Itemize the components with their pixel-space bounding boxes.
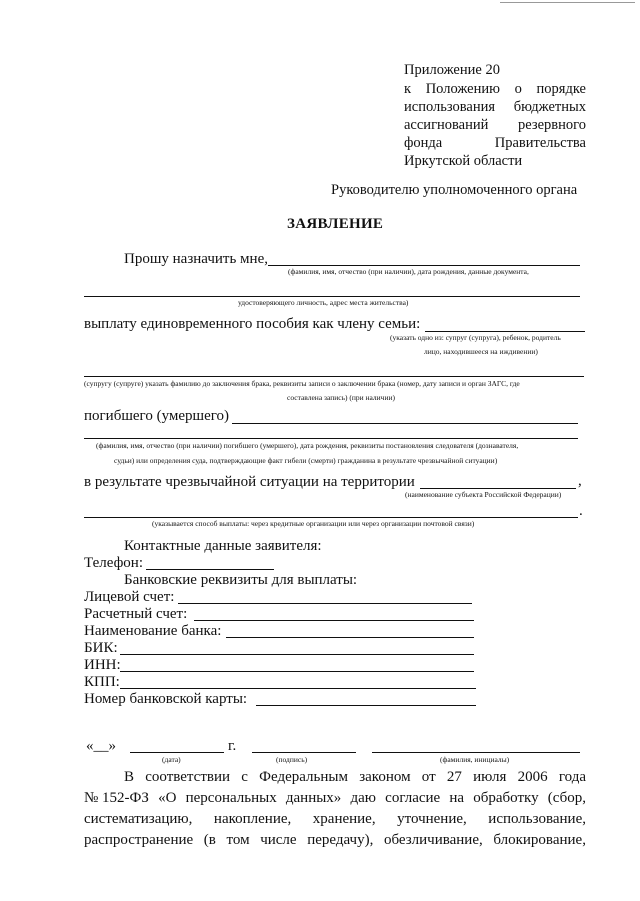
region-caption: (наименование субъекта Российской Федерации) — [405, 490, 562, 499]
date-caption: (дата) — [162, 755, 181, 764]
consent-line-3 — [84, 812, 586, 827]
personal-account-input-line[interactable] — [178, 603, 472, 604]
word: уточнение, — [397, 811, 467, 827]
word: Федеральным — [259, 769, 348, 785]
settlement-account-input-line[interactable] — [194, 620, 474, 621]
fio-input-line[interactable] — [268, 265, 580, 266]
bank-heading: Банковские реквизиты для выплаты: — [124, 572, 358, 588]
fio-input-line-2[interactable] — [84, 296, 580, 297]
scan-edge-line — [500, 2, 635, 3]
word: порядке — [536, 81, 586, 97]
appendix-line-2 — [404, 100, 586, 115]
appendix-number: Приложение 20 — [404, 62, 500, 78]
word: о — [514, 81, 522, 97]
word: Положению — [425, 81, 500, 97]
word: передачу), — [307, 832, 374, 848]
bank-field-label: Расчетный счет: — [84, 606, 188, 622]
consent-line-2 — [84, 791, 586, 806]
word: даю — [350, 790, 376, 806]
word: использования — [404, 99, 496, 115]
family-input-line[interactable] — [425, 331, 585, 332]
word: к — [404, 81, 412, 97]
word: обезличивание, — [383, 832, 483, 848]
spouse-caption-1: (супругу (супруге) указать фамилию до заключения брака, реквизиты записи о заключении брака (номер, дату записи и орган ЗАГС, где — [84, 379, 520, 388]
word: ассигнований — [404, 117, 489, 133]
word: распространение — [84, 832, 194, 848]
family-caption-1: (указать одно из: супруг (супруга), ребенок, родитель — [390, 333, 561, 342]
bank-field-label: КПП: — [84, 674, 120, 690]
period: . — [579, 503, 583, 519]
bank-field-label: Номер банковской карты: — [84, 691, 248, 707]
word: бюджетных — [513, 99, 586, 115]
method-caption: (указывается способ выплаты: через кредитные организации или через организации почтовой связи) — [152, 519, 475, 528]
bank-field-label: Лицевой счет: — [84, 589, 175, 605]
appendix-line-1 — [404, 82, 586, 97]
word: от — [421, 769, 436, 785]
word: года — [558, 769, 586, 785]
word: Правительства — [494, 135, 586, 151]
appendix-line-3 — [404, 118, 586, 133]
word: соответствии — [145, 769, 231, 785]
date-day-quote: «__» — [86, 738, 116, 754]
word: персональных — [185, 790, 277, 806]
word: В — [124, 769, 135, 785]
word: 2006 — [517, 769, 548, 785]
bank-field-label: ИНН: — [84, 657, 121, 673]
signature-input-line[interactable] — [252, 752, 356, 753]
phone-input-line[interactable] — [146, 569, 274, 570]
method-input-line[interactable] — [84, 517, 578, 518]
spouse-caption-2: составлена запись) (при наличии) — [287, 393, 395, 402]
word: № 152-ФЗ — [84, 790, 149, 806]
word: резервного — [518, 117, 586, 133]
bank-field-label: Наименование банка: — [84, 623, 222, 639]
deceased-caption-1: (фамилия, имя, отчество (при наличии) погибшего (умершего), дата рождения, реквизиты постановления следователя (дознавателя, — [96, 441, 519, 450]
consent-line-4 — [84, 833, 586, 848]
payment-label: выплату единовременного пособия как члену семьи: — [84, 316, 421, 332]
request-label: Прошу назначить мне, — [124, 251, 268, 267]
word: хранение, — [312, 811, 376, 827]
comma: , — [578, 473, 582, 489]
card-number-input-line[interactable] — [256, 705, 476, 706]
bank-field-label: БИК: — [84, 640, 118, 656]
word: числе — [260, 832, 297, 848]
addressee: Руководителю уполномоченного органа — [331, 182, 578, 198]
bik-input-line[interactable] — [120, 654, 474, 655]
emergency-label: в результате чрезвычайной ситуации на территории — [84, 474, 415, 490]
word: «О — [158, 790, 177, 806]
word: (сбор, — [547, 790, 586, 806]
spouse-input-line[interactable] — [84, 376, 584, 377]
word: 27 — [446, 769, 462, 785]
kpp-input-line[interactable] — [120, 688, 476, 689]
region-input-line[interactable] — [420, 488, 576, 489]
inn-input-line[interactable] — [120, 671, 474, 672]
word: законом — [359, 769, 411, 785]
year-label: г. — [228, 738, 237, 754]
word: (в — [203, 832, 216, 848]
word: систематизацию, — [84, 811, 193, 827]
word: использование, — [488, 811, 586, 827]
word: фонда — [404, 135, 443, 151]
word: согласие — [385, 790, 441, 806]
deceased-input-line[interactable] — [232, 423, 578, 424]
signature-caption: (подпись) — [276, 755, 308, 764]
word: обработку — [473, 790, 539, 806]
family-caption-2: лицо, находившееся на иждивении) — [424, 347, 538, 356]
name-caption: (фамилия, инициалы) — [440, 755, 510, 764]
bank-name-input-line[interactable] — [226, 637, 474, 638]
word: июля — [473, 769, 507, 785]
deceased-label: погибшего (умершего) — [84, 408, 230, 424]
deceased-input-line-2[interactable] — [84, 438, 578, 439]
word: данных» — [285, 790, 342, 806]
appendix-line-4 — [404, 136, 586, 151]
name-initials-input-line[interactable] — [372, 752, 580, 753]
appendix-line-5: Иркутской области — [404, 153, 523, 169]
word: том — [226, 832, 250, 848]
deceased-caption-2: судьи) или определения суда, подтверждающие факт гибели (смерти) гражданина в результате чрезвычайной ситуации) — [114, 456, 498, 465]
fio-caption-1: (фамилия, имя, отчество (при наличии), дата рождения, данные документа, — [288, 267, 529, 276]
consent-line-1 — [124, 770, 586, 785]
contacts-heading: Контактные данные заявителя: — [124, 538, 322, 554]
document-title: ЗАЯВЛЕНИЕ — [287, 216, 384, 232]
word: накопление, — [213, 811, 292, 827]
word: с — [241, 769, 248, 785]
word: блокирование, — [493, 832, 586, 848]
word: на — [449, 790, 465, 806]
phone-label: Телефон: — [84, 555, 143, 571]
date-input-line[interactable] — [130, 752, 224, 753]
fio-caption-2: удостоверяющего личность, адрес места жительства) — [238, 298, 409, 307]
